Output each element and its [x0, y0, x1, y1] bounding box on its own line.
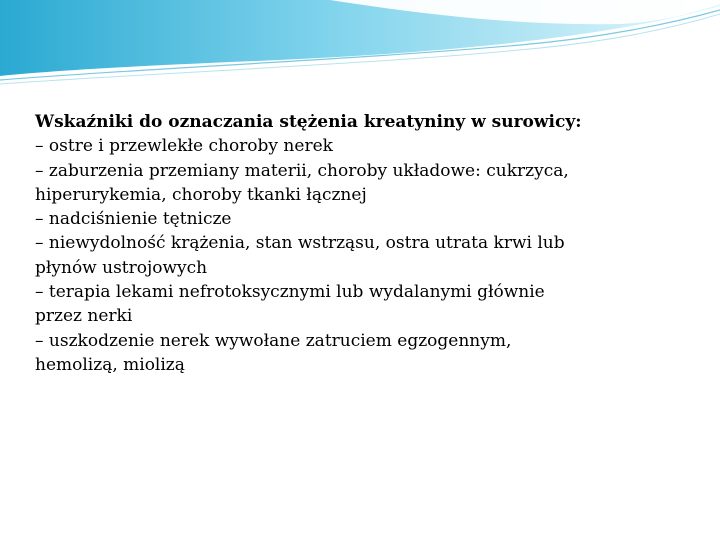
list-item: – uszkodzenie nerek wywołane zatruciem egzogennym, hemolizą, miolizą: [35, 330, 512, 375]
list-item: – nadciśnienie tętnicze: [35, 209, 232, 230]
header-wave-decoration: [0, 0, 720, 90]
list-item: – zaburzenia przemiany materii, choroby układowe: cukrzyca, hiperurykemia, choroby tkanki łącznej: [35, 160, 569, 205]
list-item: – terapia lekami nefrotoksycznymi lub wydalanymi głównie przez nerki: [35, 282, 545, 327]
list-item: – niewydolność krążenia, stan wstrząsu, ostra utrata krwi lub płynów ustrojowych: [35, 233, 565, 278]
list-item: – ostre i przewlekłe choroby nerek: [35, 136, 333, 157]
slide-content: [35, 110, 595, 377]
slide-title: Wskaźniki do oznaczania stężenia kreatyniny w surowicy:: [35, 112, 582, 132]
